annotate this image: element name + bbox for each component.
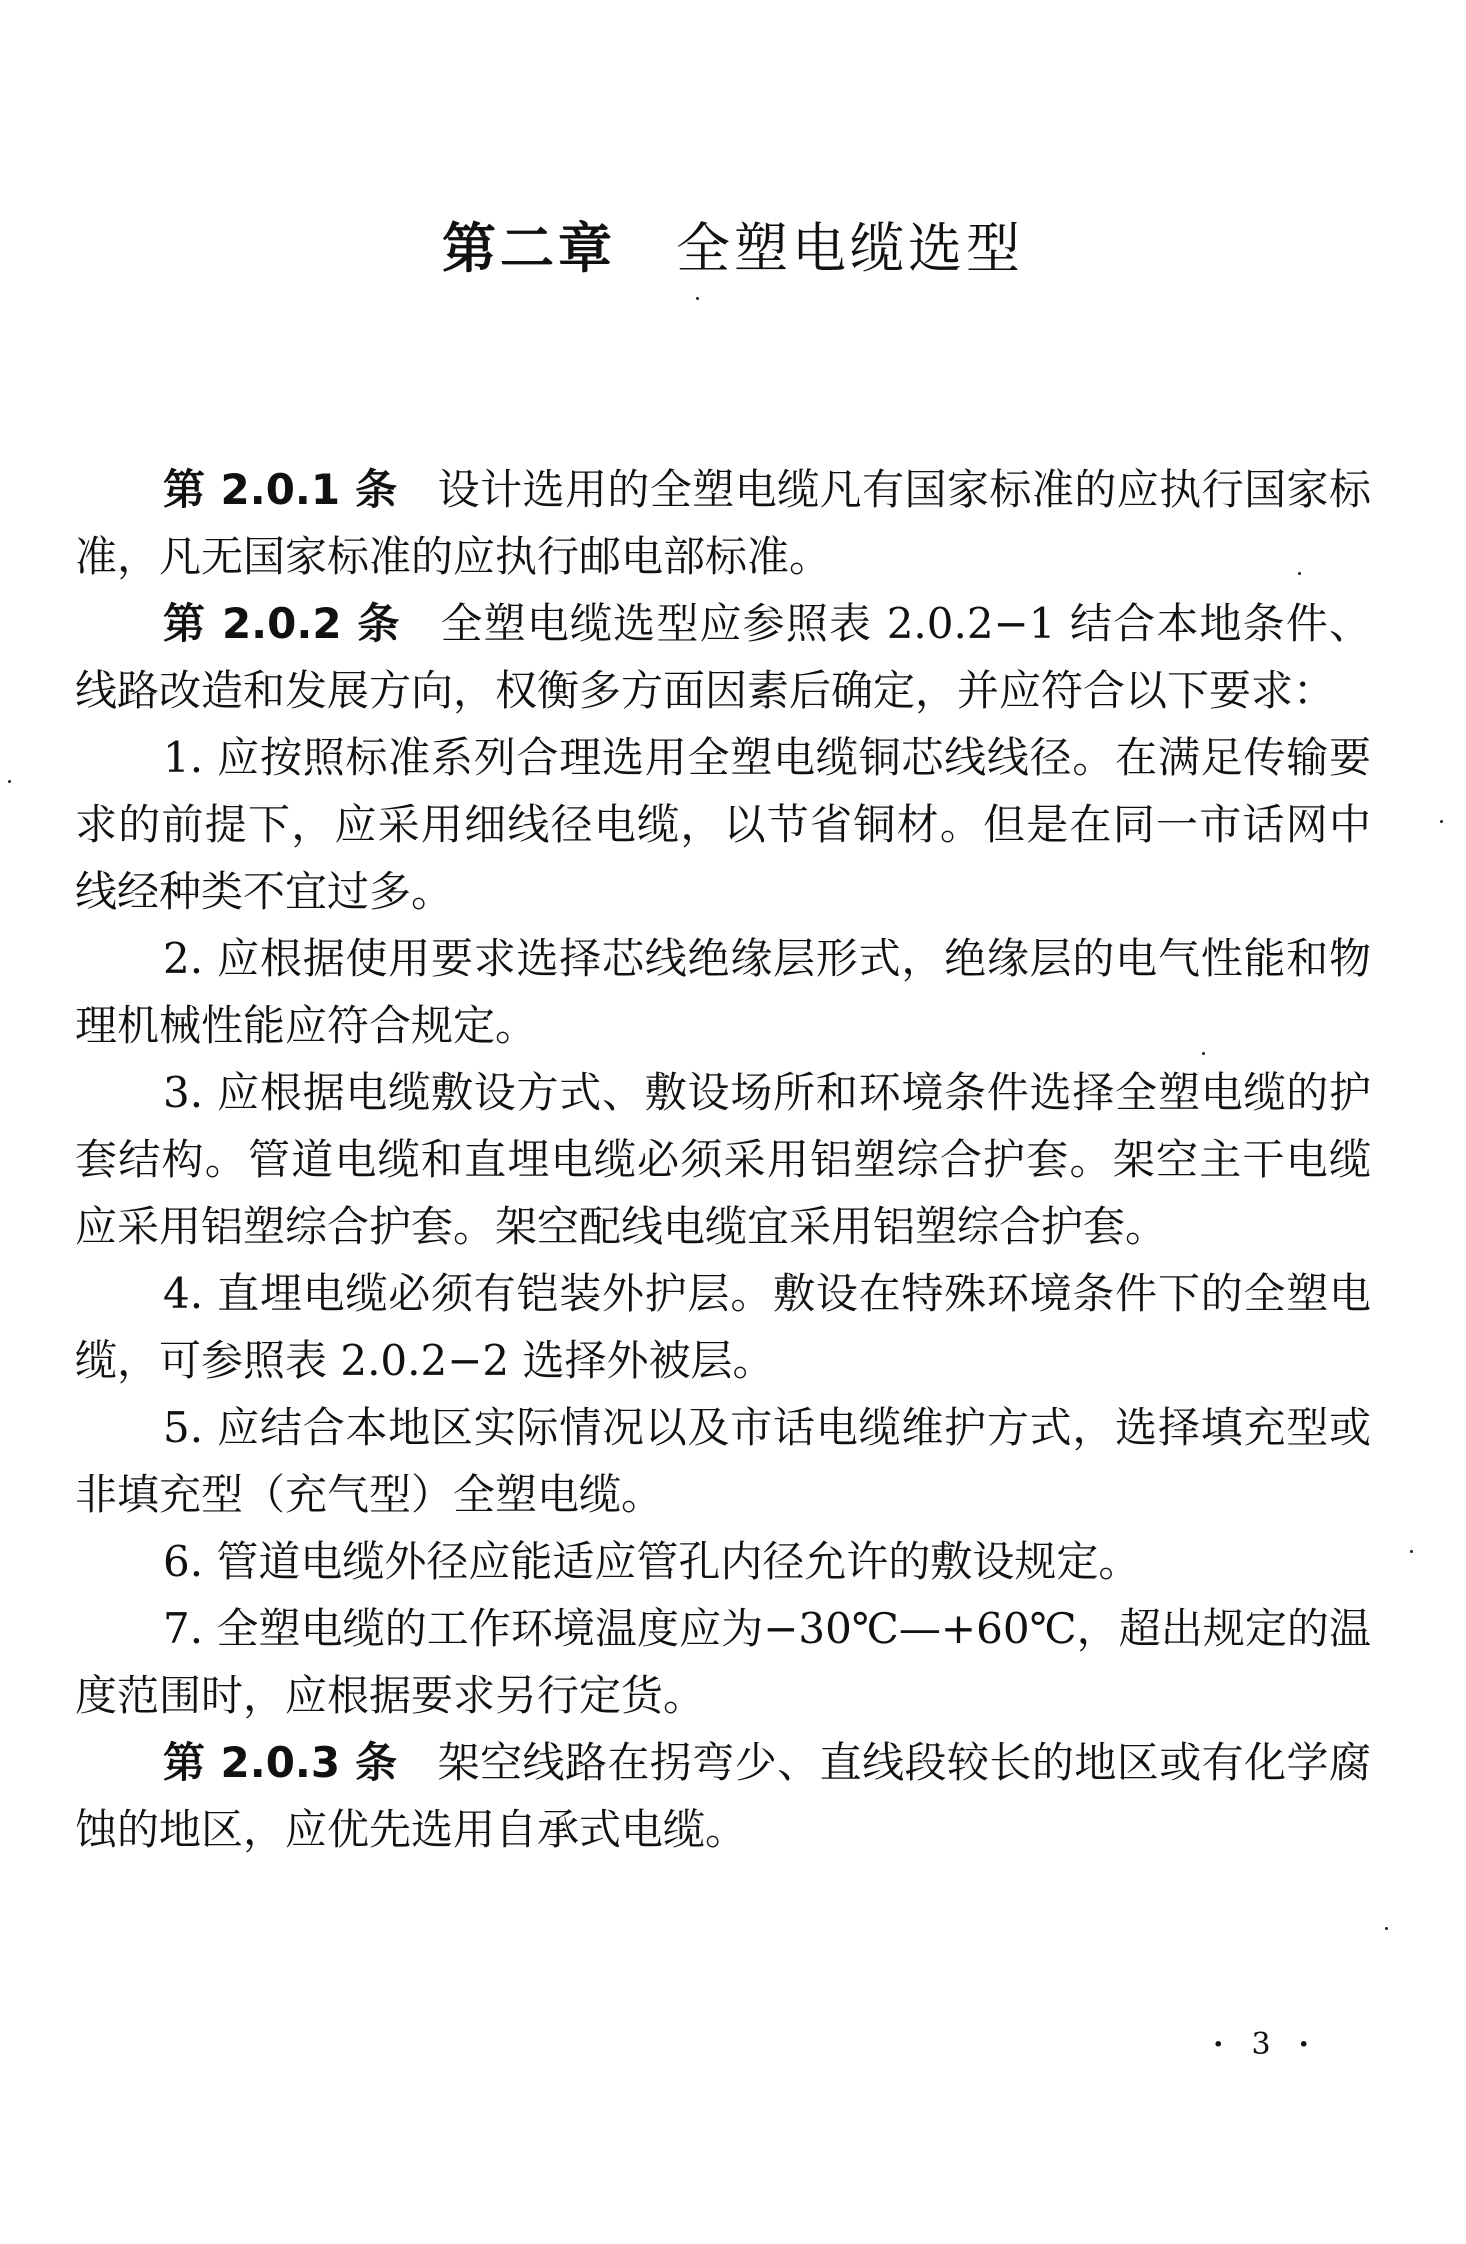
page-number-dot-right: · <box>1298 2027 1309 2062</box>
scan-speck <box>1440 820 1443 823</box>
page-number-dot-left: · <box>1213 2027 1224 2062</box>
chapter-number: 第二章 <box>442 217 616 280</box>
scan-speck <box>1385 1927 1388 1930</box>
clause-text: 设计选用的全塑电缆凡有国家标准的应执行国家标准，凡无国家标准的应执行邮电部标准。 <box>75 465 1371 581</box>
list-item-1: 1. 应按照标准系列合理选用全塑电缆铜芯线线径。在满足传输要求的前提下，应采用细线径电缆，以节省铜材。但是在同一市话网中线经种类不宜过多。 <box>75 733 1371 916</box>
list-item-3: 3. 应根据电缆敷设方式、敷设场所和环境条件选择全塑电缆的护套结构。管道电缆和直埋电缆必须采用铝塑综合护套。架空主干电缆应采用铝塑综合护套。架空配线电缆宜采用铝塑综合护套。 <box>75 1068 1371 1251</box>
clause-label: 第 2.0.1 条 <box>163 465 398 514</box>
scan-speck <box>696 297 699 300</box>
chapter-name: 全塑电缆选型 <box>676 217 1024 280</box>
clause-2-0-3 <box>75 1729 1371 1863</box>
clause-label: 第 2.0.3 条 <box>163 1738 398 1787</box>
body-text <box>75 456 1371 1863</box>
page-number-value: 3 <box>1251 2027 1271 2062</box>
clause-text: 全塑电缆选型应参照表 2.0.2−1 结合本地条件、线路改造和发展方向，权衡多方面因素后确定，并应符合以下要求： <box>75 599 1371 715</box>
clause-label: 第 2.0.2 条 <box>163 599 401 648</box>
scan-speck <box>1202 1052 1205 1055</box>
scan-speck <box>8 780 11 783</box>
clause-2-0-1 <box>75 456 1371 590</box>
list-item-6: 6. 管道电缆外径应能适应管孔内径允许的敷设规定。 <box>163 1537 1141 1586</box>
chapter-title <box>0 210 1466 287</box>
list-item-2: 2. 应根据使用要求选择芯线绝缘层形式，绝缘层的电气性能和物理机械性能应符合规定。 <box>75 934 1371 1050</box>
list-item-7: 7. 全塑电缆的工作环境温度应为−30℃—+60℃，超出规定的温度范围时，应根据要求另行定货。 <box>75 1604 1371 1720</box>
clause-2-0-2 <box>75 590 1371 724</box>
list-item-5: 5. 应结合本地区实际情况以及市话电缆维护方式，选择填充型或非填充型（充气型）全塑电缆。 <box>75 1403 1371 1519</box>
scan-speck <box>1410 1550 1413 1553</box>
clause-text: 架空线路在拐弯少、直线段较长的地区或有化学腐蚀的地区，应优先选用自承式电缆。 <box>75 1738 1371 1854</box>
list-item-4: 4. 直埋电缆必须有铠装外护层。敷设在特殊环境条件下的全塑电缆，可参照表 2.0.2−2 选择外被层。 <box>75 1269 1371 1385</box>
page-number <box>1185 2020 1315 2070</box>
scan-speck <box>1298 572 1301 575</box>
